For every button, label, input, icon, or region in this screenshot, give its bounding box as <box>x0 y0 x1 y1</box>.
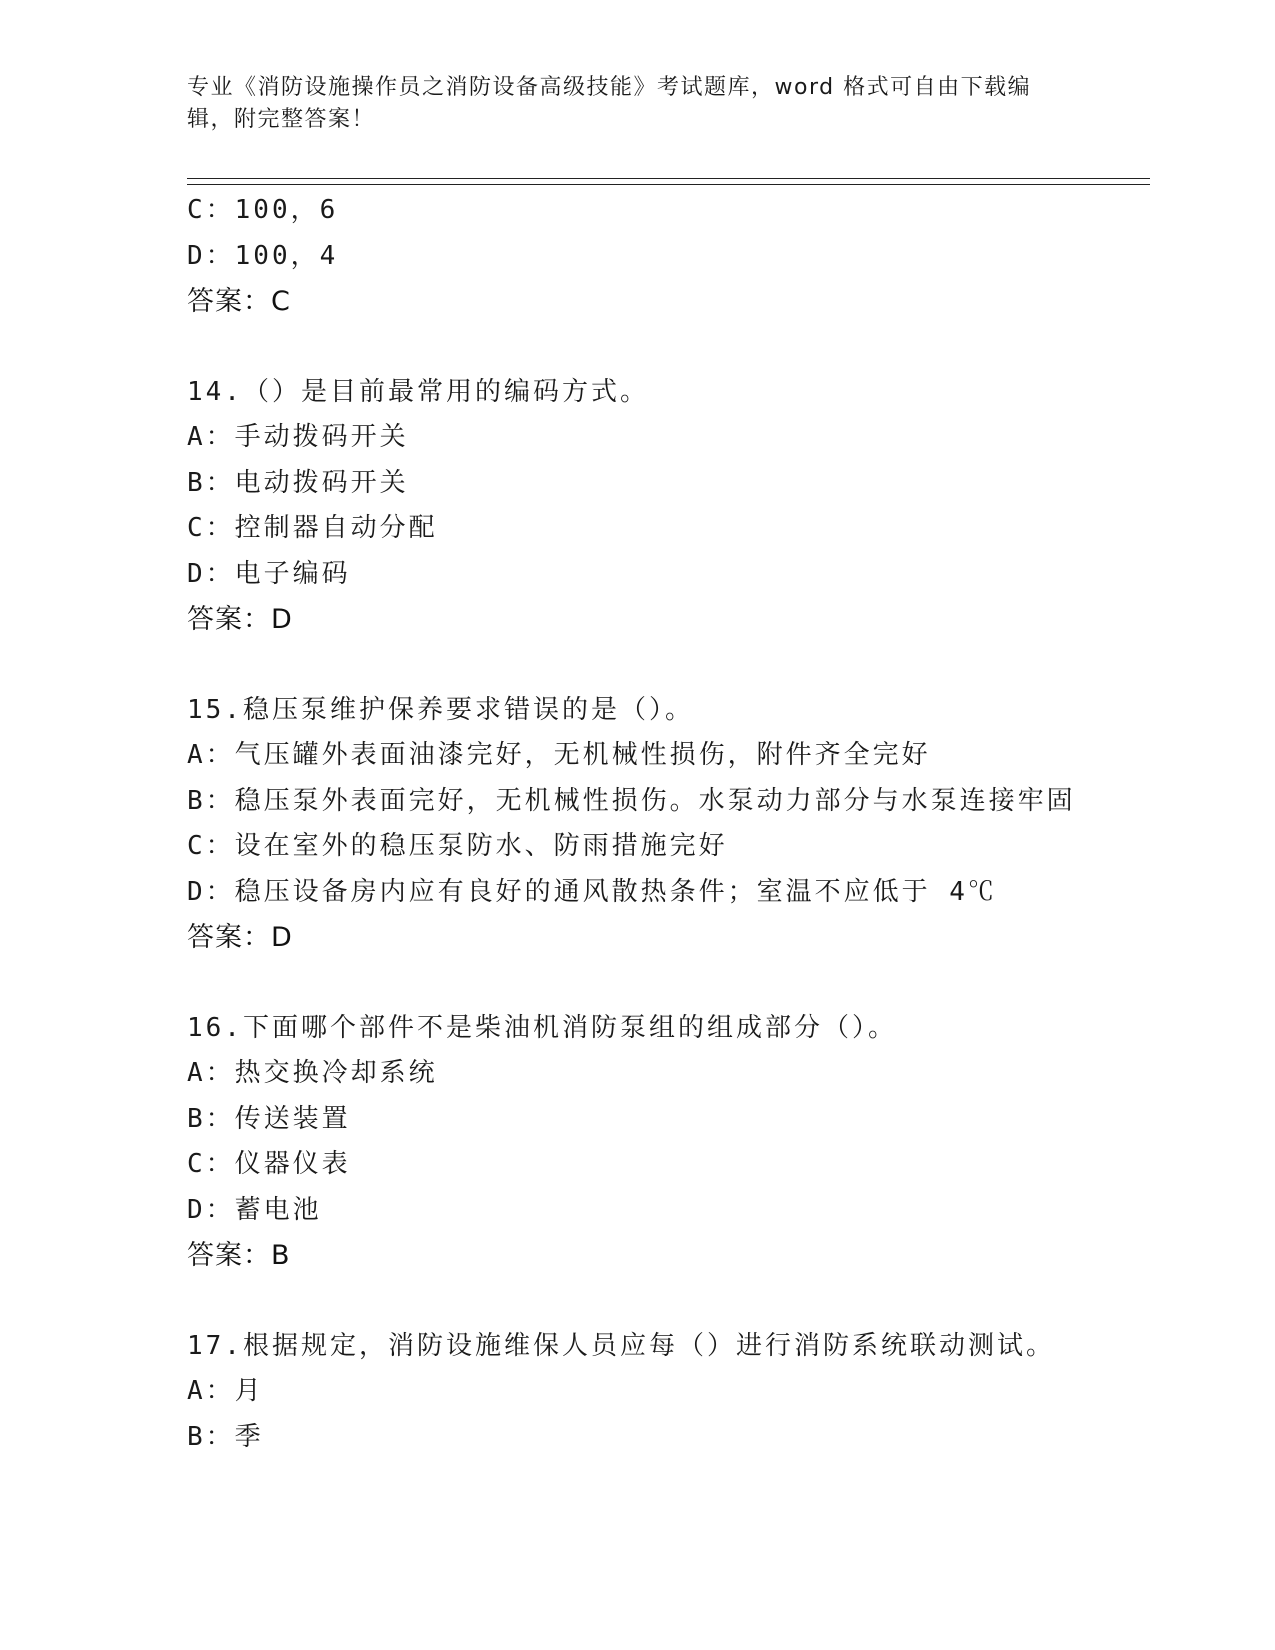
question-block-17 <box>187 1324 1147 1461</box>
option-d: D：稳压设备房内应有良好的通风散热条件；室温不应低于 4℃ <box>187 876 997 907</box>
option-d: D：蓄电池 <box>187 1194 322 1225</box>
option-b: B：电动拨码开关 <box>187 467 409 498</box>
question-block-14 <box>187 370 1147 643</box>
header-line-2: 辑，附完整答案！ <box>187 107 376 132</box>
question-block-13 <box>187 188 1147 325</box>
header-line-1: 专业《消防设施操作员之消防设备高级技能》考试题库，word 格式可自由下载编 <box>187 75 1032 100</box>
question-block-15 <box>187 688 1147 961</box>
question-list <box>187 188 1147 1460</box>
document-header <box>187 72 1067 136</box>
question-text: 16.下面哪个部件不是柴油机消防泵组的组成部分（）。 <box>187 1012 897 1043</box>
question-text: 17.根据规定，消防设施维保人员应每（）进行消防系统联动测试。 <box>187 1330 1055 1361</box>
option-d: D：电子编码 <box>187 558 351 589</box>
answer: 答案：D <box>187 922 293 953</box>
option-b: B：传送装置 <box>187 1103 351 1134</box>
option-a: A：手动拨码开关 <box>187 422 409 452</box>
answer: 答案：D <box>187 604 293 635</box>
answer: 答案：B <box>187 1240 291 1271</box>
spacer <box>187 1279 1147 1324</box>
option-c: C：100，6 <box>187 195 339 225</box>
spacer <box>187 961 1147 1006</box>
option-b: B：季 <box>187 1421 264 1452</box>
option-d: D：100，4 <box>187 240 339 271</box>
option-a: A：气压罐外表面油漆完好，无机械性损伤，附件齐全完好 <box>187 740 931 770</box>
spacer <box>187 325 1147 370</box>
question-text: 15.稳压泵维护保养要求错误的是（）。 <box>187 694 694 725</box>
header-double-rule <box>187 178 1150 185</box>
option-a: A：月 <box>187 1376 264 1406</box>
question-text: 14.（）是目前最常用的编码方式。 <box>187 376 649 407</box>
option-b: B：稳压泵外表面完好，无机械性损伤。水泵动力部分与水泵连接牢固 <box>187 785 1076 816</box>
option-c: C：设在室外的稳压泵防水、防雨措施完好 <box>187 831 728 861</box>
option-c: C：仪器仪表 <box>187 1149 351 1179</box>
option-c: C：控制器自动分配 <box>187 513 438 543</box>
option-a: A：热交换冷却系统 <box>187 1058 438 1088</box>
spacer <box>187 643 1147 688</box>
question-block-16 <box>187 1006 1147 1279</box>
answer: 答案：C <box>187 286 291 317</box>
